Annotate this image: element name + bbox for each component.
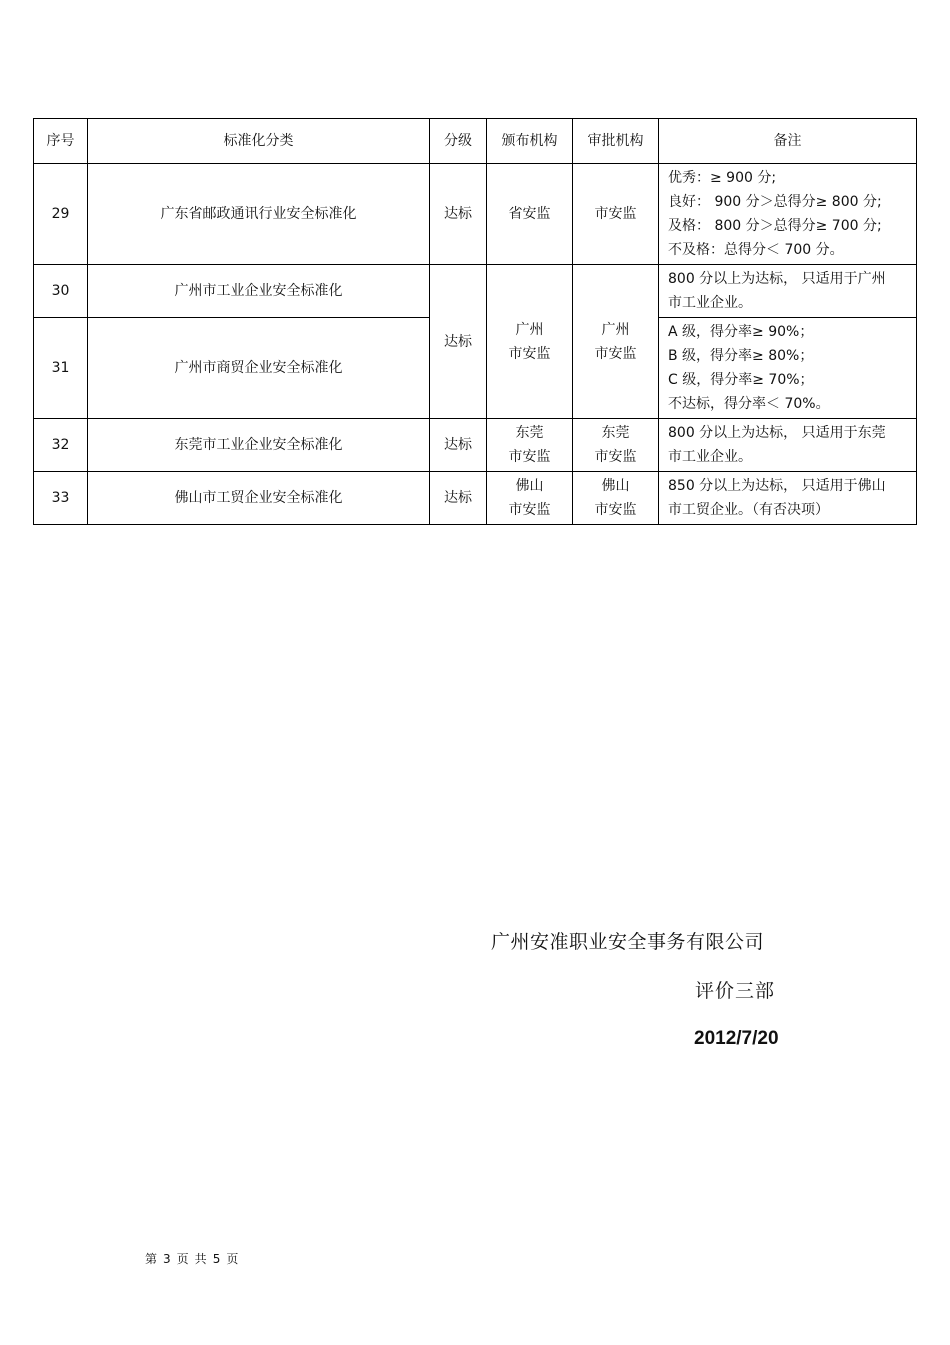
header-level: 分级 bbox=[430, 119, 487, 164]
approver-line: 市安监 bbox=[594, 502, 637, 518]
approver-line: 市安监 bbox=[594, 449, 637, 465]
row-level: 达标 bbox=[430, 472, 487, 525]
issuer-line: 省安监 bbox=[508, 206, 551, 222]
approver-line: 东莞 bbox=[601, 425, 630, 441]
row-category: 佛山市工贸企业安全标准化 bbox=[88, 472, 430, 525]
row-no: 33 bbox=[34, 472, 88, 525]
row-issuer bbox=[487, 472, 573, 525]
row-note bbox=[659, 265, 917, 318]
note-line: A 级，得分率≥ 90%； bbox=[668, 324, 814, 340]
note-line: 市工贸企业。（有否决项） bbox=[668, 502, 829, 518]
approver-line: 市安监 bbox=[594, 206, 637, 222]
footer-page-number: 3 bbox=[163, 1252, 171, 1266]
row-level-merged: 达标 bbox=[430, 265, 487, 419]
header-note: 备注 bbox=[659, 119, 917, 164]
note-line: B 级，得分率≥ 80%； bbox=[668, 348, 814, 364]
row-category: 东莞市工业企业安全标准化 bbox=[88, 419, 430, 472]
note-line: 市工业企业。 bbox=[668, 449, 752, 465]
issuer-line: 市安监 bbox=[508, 449, 551, 465]
row-issuer bbox=[487, 164, 573, 265]
row-issuer-merged bbox=[487, 265, 573, 419]
header-no: 序号 bbox=[34, 119, 88, 164]
approver-line: 佛山 bbox=[601, 478, 630, 494]
table-row bbox=[34, 472, 917, 525]
note-line: 市工业企业。 bbox=[668, 295, 752, 311]
signature-date: 2012/7/20 bbox=[694, 1028, 779, 1049]
issuer-line: 佛山 bbox=[515, 478, 544, 494]
table-row bbox=[34, 164, 917, 265]
note-line: 优秀：≥ 900 分; bbox=[668, 170, 777, 186]
approver-line: 广州 bbox=[601, 321, 630, 338]
issuer-line: 市安监 bbox=[508, 502, 551, 518]
header-issuer: 颁布机构 bbox=[487, 119, 573, 164]
standardization-table bbox=[33, 118, 917, 525]
row-no: 29 bbox=[34, 164, 88, 265]
row-note bbox=[659, 472, 917, 525]
row-issuer bbox=[487, 419, 573, 472]
note-line: 及格： 800 分＞总得分≥ 700 分; bbox=[668, 218, 882, 234]
row-approver-merged bbox=[573, 265, 659, 419]
row-approver bbox=[573, 164, 659, 265]
row-approver bbox=[573, 419, 659, 472]
footer-prefix: 第 bbox=[145, 1252, 158, 1266]
footer-page-label: 页 bbox=[176, 1252, 189, 1266]
row-note bbox=[659, 419, 917, 472]
row-no: 30 bbox=[34, 265, 88, 318]
table-row bbox=[34, 265, 917, 318]
footer-suffix: 页 bbox=[226, 1252, 239, 1266]
note-line: 良好： 900 分＞总得分≥ 800 分; bbox=[668, 194, 882, 210]
row-no: 31 bbox=[34, 318, 88, 419]
row-category: 广东省邮政通讯行业安全标准化 bbox=[88, 164, 430, 265]
note-line: 800 分以上为达标， 只适用于东莞 bbox=[668, 425, 886, 441]
table-row bbox=[34, 419, 917, 472]
row-category: 广州市商贸企业安全标准化 bbox=[88, 318, 430, 419]
row-category: 广州市工业企业安全标准化 bbox=[88, 265, 430, 318]
note-line: 不及格：总得分＜ 700 分。 bbox=[668, 242, 844, 258]
footer-total-label: 共 bbox=[194, 1252, 207, 1266]
row-level: 达标 bbox=[430, 164, 487, 265]
company-name: 广州安准职业安全事务有限公司 bbox=[491, 931, 765, 953]
page-footer bbox=[145, 1250, 244, 1267]
note-line: C 级，得分率≥ 70%； bbox=[668, 372, 814, 388]
department-name: 评价三部 bbox=[695, 980, 776, 1002]
issuer-line: 市安监 bbox=[508, 345, 551, 362]
note-line: 850 分以上为达标， 只适用于佛山 bbox=[668, 478, 886, 494]
row-note bbox=[659, 318, 917, 419]
header-category: 标准化分类 bbox=[88, 119, 430, 164]
approver-line: 市安监 bbox=[594, 345, 637, 362]
note-line: 800 分以上为达标， 只适用于广州 bbox=[668, 271, 886, 287]
row-level: 达标 bbox=[430, 419, 487, 472]
row-note bbox=[659, 164, 917, 265]
row-no: 32 bbox=[34, 419, 88, 472]
issuer-line: 广州 bbox=[515, 321, 544, 338]
footer-total-pages: 5 bbox=[212, 1252, 221, 1266]
header-approver: 审批机构 bbox=[573, 119, 659, 164]
table-header-row bbox=[34, 119, 917, 164]
issuer-line: 东莞 bbox=[515, 425, 544, 441]
row-approver bbox=[573, 472, 659, 525]
note-line: 不达标，得分率＜ 70%。 bbox=[668, 396, 830, 412]
